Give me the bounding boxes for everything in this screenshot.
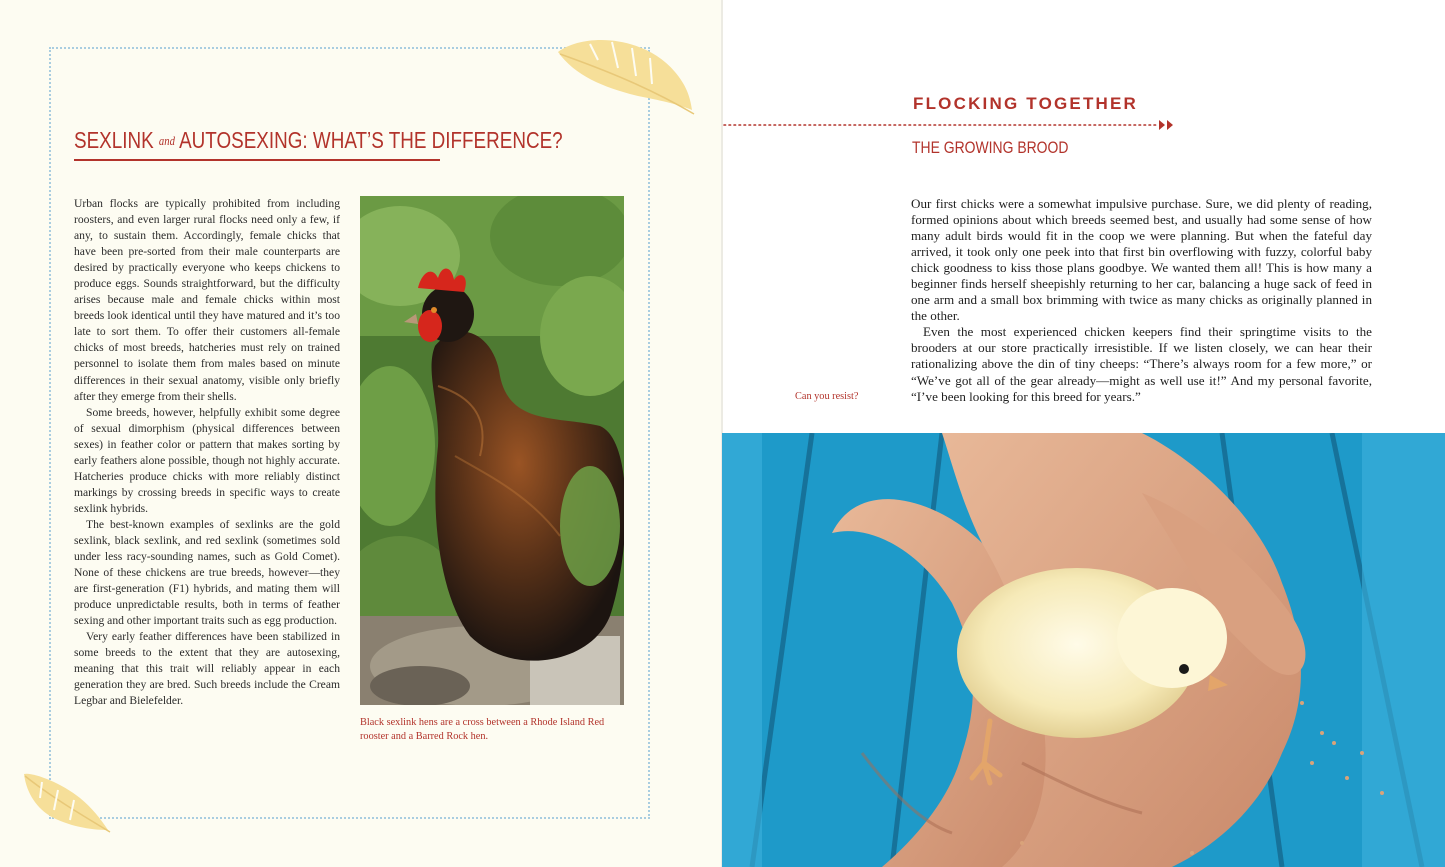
sidebar-title [74,126,563,158]
dotted-rule [722,119,1175,131]
feather-icon [550,30,700,120]
sidebar-paragraph: Urban flocks are typically prohibited from including roosters, and even larger rural flocks need only a few, if any, to sustain them. Accordingly, female chicks that have been pre-sorted from their male counterparts are desired by practically everyone who keeps chickens to produce eggs. Sounds straightforward, but the difficulty arises because male and female chicks within most breeds look identical until they have matured and it’s too late to sort them. To offer their customers all-female chicks of most breeds, hatcheries must rely on trained personnel to isolate them from males based on minute differences in their sexual anatomy, visible only briefly after they emerge from their shells. [74,197,340,403]
sidebar-paragraph: Some breeds, however, helpfully exhibit some degree of sexual dimorphism (physical differences between sexes) in feather color or pattern that makes sorting by early feathers alone possible, though not highly accurate. Hatcheries produce chicks with more reliably distinct markings by crossing breeds in specific ways to create sexlink hybrids. [74,405,340,515]
body-paragraph: Our first chicks were a somewhat impulsive purchase. Sure, we did plenty of reading, formed opinions about which breeds seemed best, and usually had some sense of how many adult birds would fit in the coop we were planning. But when the fateful day arrived, it took only one peek into that first bin overflowing with fuzzy, colorful baby chick goodness to kiss those plans goodbye. We wanted them all! This is how many a beginner finds herself sheepishly returning to her car, balancing a huge sack of feed in one arm and a small box brimming with twice as many chicks as originally planned in the other. [911,196,1372,324]
chick-photo [722,433,1445,867]
sidebar-text [74,196,340,710]
left-page [0,0,722,867]
body-paragraph: Even the most experienced chicken keepers find their springtime visits to the brooders at our store practically irresistible. If we listen closely, we can hear their rationalizing above the din of tiny cheeps: “There’s always room for a few more,” or “We’ve got all of the gear already—might as well use it!” And my personal favorite, “I’ve been looking for this breed for years.” [911,324,1372,404]
body-text [911,196,1372,405]
section-title: THE GROWING BROOD [912,138,1069,157]
sidebar-paragraph: The best-known examples of sexlinks are the gold sexlink, black sexlink, and red sexlink (sometimes sold under less racy-sounding names, such as Gold Comet). None of these chickens are true breeds, however—they are first-generation (F1) hybrids, and mating them will produce unpredictable results, both in terms of feather sexing and other important traits such as egg production. [74,517,340,628]
feather-icon [20,768,115,838]
hen-photo [360,196,624,705]
sidebar-title-part2: AUTOSEXING: WHAT’S THE DIFFERENCE? [179,127,563,153]
sidebar-paragraph: Very early feather differences have been stabilized in some breeds to the extent that they are autosexing, meaning that this trait will reliably appear in each generation they are bred. Such breeds include the Cream Legbar and Bielefelder. [74,630,340,708]
sidebar-title-part1: SEXLINK [74,127,154,153]
hen-photo-caption: Black sexlink hens are a cross between a Rhode Island Red rooster and a Barred Rock hen. [360,717,605,743]
title-underline [74,159,440,161]
chick-photo-caption: Can you resist? [795,391,859,402]
chapter-title: FLOCKING TOGETHER [913,94,1139,113]
sidebar-title-and: and [158,133,175,148]
